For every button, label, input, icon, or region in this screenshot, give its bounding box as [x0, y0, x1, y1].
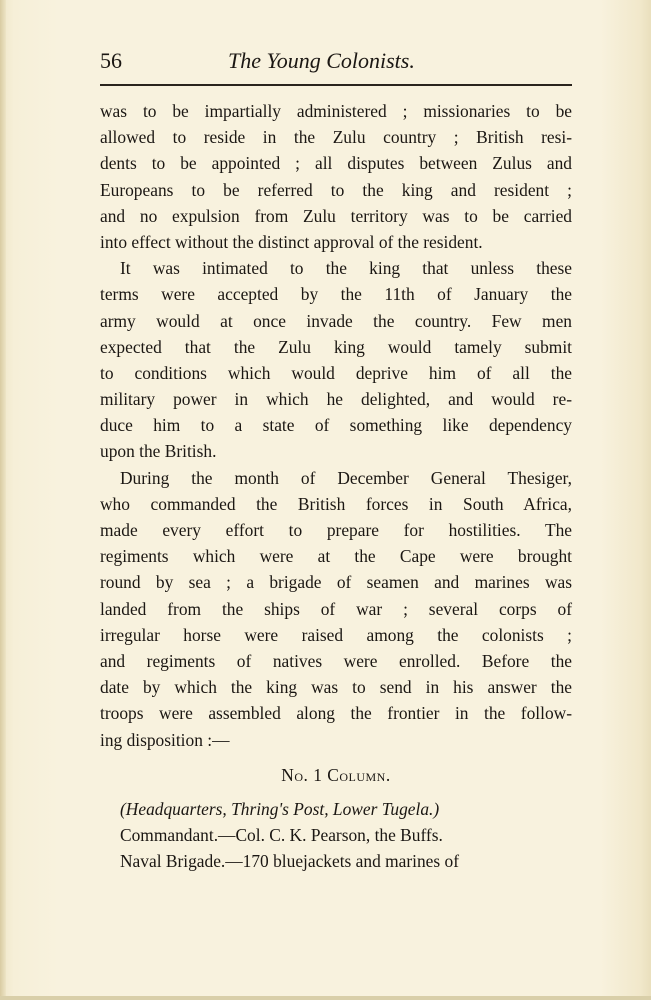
text-line: was to be impartially administered ; missionaries to be: [100, 101, 572, 121]
text-line: made every effort to prepare for hostilities. The: [100, 520, 572, 540]
page-gutter: [0, 0, 6, 1000]
text-line: who commanded the British forces in South Africa,: [100, 493, 572, 514]
text-line: military power in which he delighted, and would re-: [100, 389, 572, 410]
text-line: dents to be appointed ; all disputes between Zulus and: [100, 153, 572, 174]
page-header: [100, 48, 572, 78]
text-line: expected that the Zulu king would tamely submit: [100, 336, 572, 357]
text-line: round by sea ; a brigade of seamen and marines was: [100, 572, 572, 593]
headquarters-line: (Headquarters, Thring's Post, Lower Tugela.): [120, 799, 440, 819]
text-line: duce him to a state of something like dependency: [100, 415, 572, 436]
text-line: into effect without the distinct approval of the resident.: [100, 231, 483, 252]
text-line: ing disposition :—: [100, 729, 230, 750]
text-line: During the month of December General Thesiger,: [120, 467, 572, 488]
text-line: upon the British.: [100, 441, 217, 462]
text-line: to conditions which would deprive him of all the: [100, 362, 572, 383]
page-number: 56: [100, 48, 122, 73]
commandant-line: Commandant.—Col. C. K. Pearson, the Buffs.: [120, 825, 443, 846]
text-line: irregular horse were raised among the colonists ;: [100, 624, 572, 645]
text-line: regiments which were at the Cape were brought: [100, 546, 572, 567]
column-details: [100, 796, 572, 875]
naval-brigade-line: Naval Brigade.—170 bluejackets and marines of: [120, 851, 460, 872]
running-title: The Young Colonists.: [228, 48, 415, 73]
body-text: [100, 98, 572, 753]
text-line: date by which the king was to send in his answer the: [100, 677, 572, 698]
text-line: terms were accepted by the 11th of January the: [100, 284, 572, 305]
text-line: and no expulsion from Zulu territory was to be carried: [100, 205, 572, 226]
page-bottom-edge: [0, 996, 651, 1000]
text-line: landed from the ships of war ; several corps of: [100, 598, 572, 619]
text-line: army would at once invade the country. Few men: [100, 310, 572, 331]
text-line: Europeans to be referred to the king and resident ;: [100, 179, 572, 200]
text-line: It was intimated to the king that unless these: [120, 258, 572, 279]
text-line: troops were assembled along the frontier in the follow-: [100, 703, 572, 724]
header-rule: [100, 84, 572, 86]
text-line: allowed to reside in the Zulu country ; British resi-: [100, 127, 572, 148]
text-line: and regiments of natives were enrolled. Before the: [100, 650, 572, 671]
section-heading: No. 1 Column.: [281, 765, 391, 785]
